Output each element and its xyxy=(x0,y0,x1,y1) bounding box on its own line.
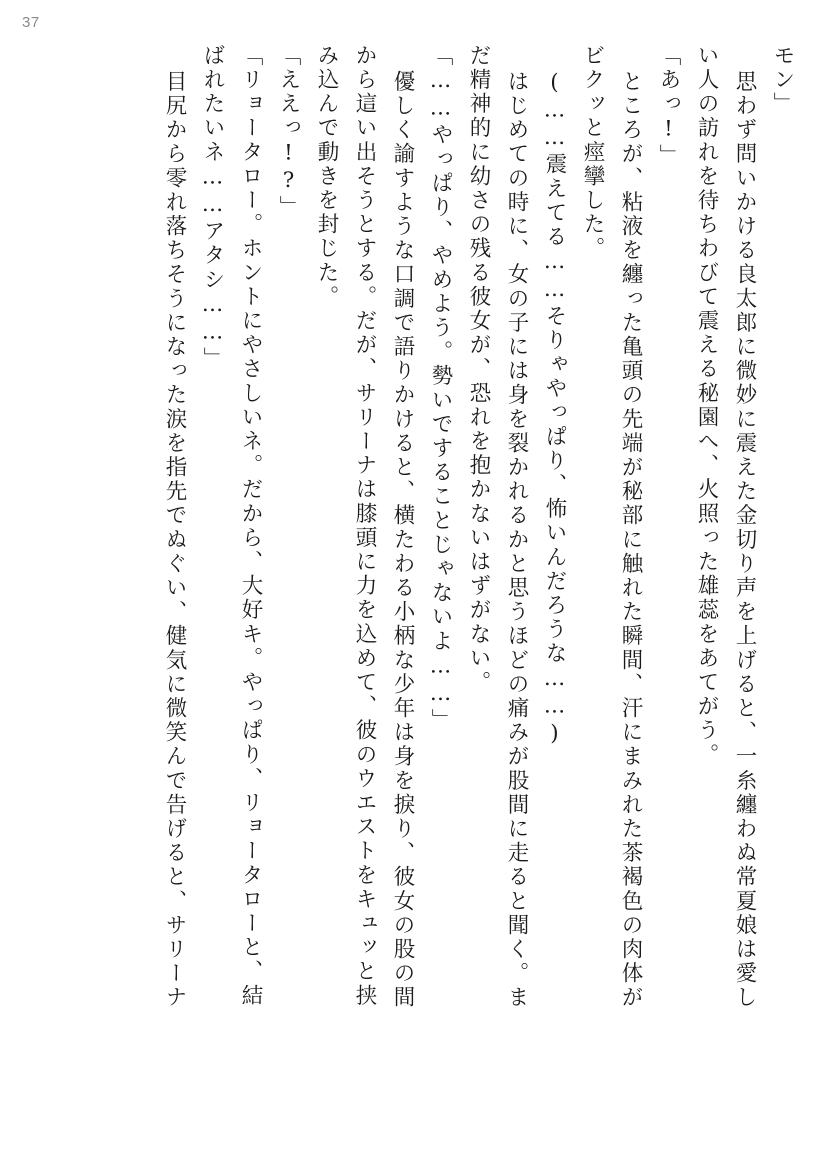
text-line: ばれたいネ……アタシ……」 xyxy=(200,44,225,372)
vertical-text-body xyxy=(58,44,793,1138)
text-line: み込んで動きを封じた。 xyxy=(314,44,339,310)
text-line: 「あっ!」 xyxy=(656,44,681,168)
text-line: (……震えてる……そりゃやっぱり、怖いんだろうな……) xyxy=(542,70,567,749)
text-line: ところが、粘液を纏った亀頭の先端が秘部に触れた瞬間、汗にまみれた茶褐色の肉体が xyxy=(618,70,643,1010)
text-line: 「リョータロー。ホントにやさしいネ。だから、大好キ。やっぱり、リョータローと、結 xyxy=(238,44,263,1008)
text-line: 「……やっぱり、やめよう。勢いですることじゃないよ……」 xyxy=(428,44,453,733)
text-line: はじめての時に、女の子には身を裂かれるかと思うほどの痛みが股間に走ると聞く。ま xyxy=(504,70,529,1010)
text-line: から這い出そうとする。だが、サリーナは膝頭に力を込めて、彼のウエストをキュッと挟 xyxy=(352,44,377,1008)
text-line: 思わず問いかける良太郎に微妙に震えた金切り声を上げると、一糸纏わぬ常夏娘は愛し xyxy=(732,70,757,1010)
text-line: 「ええっ!?」 xyxy=(276,44,301,220)
page-number: 37 xyxy=(22,14,40,31)
text-line: だ精神的に幼さの残る彼女が、恐れを抱かないはずがない。 xyxy=(466,44,491,695)
text-line: 優しく諭すような口調で語りかけると、横たわる小柄な少年は身を捩り、彼女の股の間 xyxy=(390,70,415,1010)
text-line: 目尻から零れ落ちそうになった涙を指先でぬぐい、健気に微笑んで告げると、サリーナ xyxy=(162,70,187,1010)
text-line: モン」 xyxy=(770,44,795,117)
text-line: い人の訪れを待ちわびて震える秘園へ、火照った雄蕊をあてがう。 xyxy=(694,44,719,767)
text-line: ビクッと痙攣した。 xyxy=(580,44,605,261)
